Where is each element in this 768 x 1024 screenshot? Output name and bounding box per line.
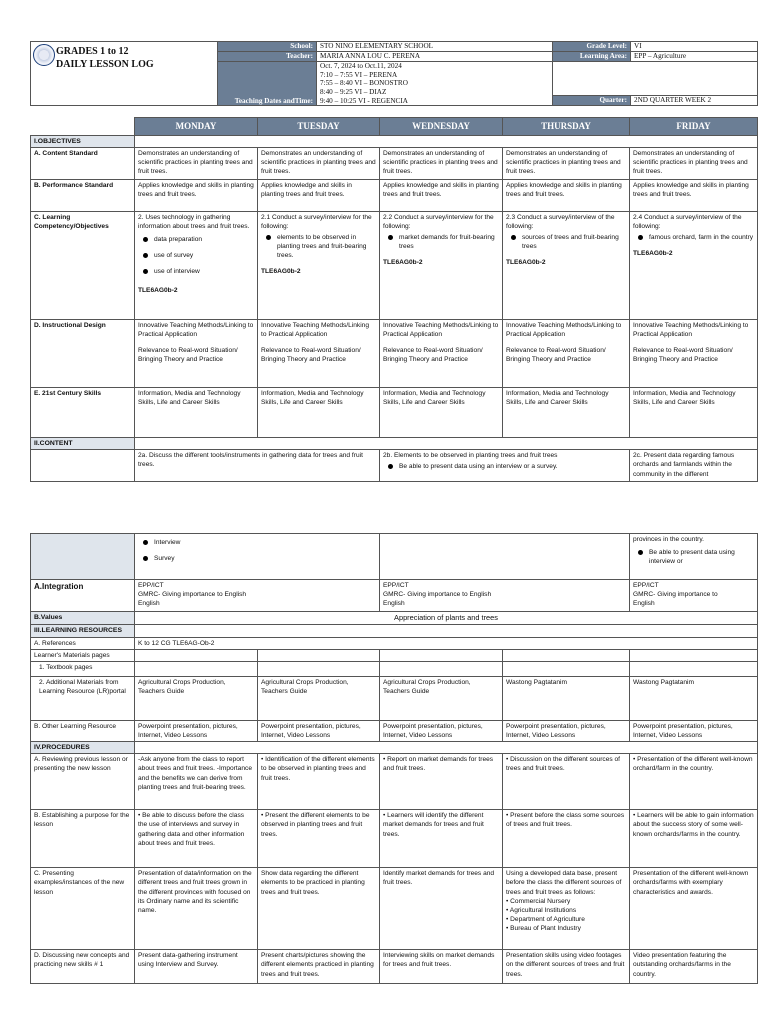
list-item: Be able to present data using interview or bbox=[633, 548, 754, 566]
section-label: II.CONTENT bbox=[31, 437, 135, 449]
competency-text: 2. Uses technology in gathering information about trees and fruit trees. bbox=[138, 213, 250, 231]
cell-fri bbox=[630, 319, 758, 387]
section-resources bbox=[31, 625, 758, 637]
section-procedures bbox=[31, 741, 758, 753]
cell-mon: Applies knowledge and skills in planting trees and fruit trees. bbox=[135, 179, 258, 211]
row-label: B. Other Learning Resource bbox=[31, 720, 135, 741]
school-value: STO NINO ELEMENTARY SCHOOL bbox=[317, 42, 553, 52]
day-monday: MONDAY bbox=[135, 118, 258, 135]
cell-tue: Applies knowledge and skills in planting trees and fruit trees. bbox=[258, 179, 380, 211]
cell-fri: Video presentation featuring the outstanding orchards/farms in the country. bbox=[630, 950, 758, 984]
cell-tue: • Present the different elements to be observed in planting trees and fruit trees. bbox=[258, 810, 380, 868]
cell-mon: Agricultural Crops Production, Teachers Guide bbox=[135, 676, 258, 720]
row-label: A. Reviewing previous lesson or presenting the new lesson bbox=[31, 754, 135, 810]
day-thursday: THURSDAY bbox=[503, 118, 630, 135]
cell-tue bbox=[258, 211, 380, 319]
cell-mon: Information, Media and Technology Skills, Life and Career Skills bbox=[135, 387, 258, 437]
cell-mon bbox=[135, 649, 258, 661]
design-text: Relevance to Real-word Situation/ Bringing Theory and Practice bbox=[383, 347, 483, 364]
row-label: A.Integration bbox=[31, 580, 135, 612]
row-label: E. 21st Century Skills bbox=[31, 387, 135, 437]
content-mon-tue: 2a. Discuss the different tools/instruments in gathering data for trees and fruit trees. bbox=[135, 450, 380, 482]
cell-tue bbox=[258, 649, 380, 661]
row-label: C. Learning Competency/Objectives bbox=[31, 211, 135, 319]
learners-materials-row bbox=[31, 649, 758, 661]
deped-seal-icon bbox=[33, 44, 55, 66]
cell-wed: Information, Media and Technology Skills, Life and Career Skills bbox=[380, 387, 503, 437]
cell-wed: Demonstrates an understanding of scientific practices in planting trees and fruit trees. bbox=[380, 147, 503, 179]
section-content bbox=[31, 437, 758, 449]
row-label: B. Performance Standard bbox=[31, 179, 135, 211]
design-text: Innovative Teaching Methods/Linking to Practical Application bbox=[138, 321, 254, 339]
row-label: Learner's Materials pages bbox=[31, 649, 135, 661]
integration-mon-tue: EPP/ICT GMRC- Giving importance to English English bbox=[135, 580, 380, 612]
procedure-c-row bbox=[31, 868, 758, 950]
cell-tue: Present charts/pictures showing the different elements practiced in planting trees and fruit trees. bbox=[258, 950, 380, 984]
century-skills-row bbox=[31, 387, 758, 437]
row-label-blank bbox=[31, 534, 135, 580]
section-objectives bbox=[31, 135, 758, 147]
bullet-list bbox=[261, 233, 376, 260]
list-item: sources of trees and fruit-bearing trees bbox=[506, 233, 626, 251]
cell-wed: Agricultural Crops Production, Teachers Guide bbox=[380, 676, 503, 720]
cell-fri: Wastong Pagtatanim bbox=[630, 676, 758, 720]
list-item: data preparation bbox=[138, 235, 254, 244]
bullet-list bbox=[138, 235, 254, 276]
cell-mon: Present data-gathering instrument using Interview and Survey. bbox=[135, 950, 258, 984]
area-label: Learning Area: bbox=[553, 52, 631, 62]
competency-code: TLE6AG0b-2 bbox=[633, 250, 673, 258]
row-label: D. Instructional Design bbox=[31, 319, 135, 387]
other-resources-row bbox=[31, 720, 758, 741]
cell-mon bbox=[135, 661, 258, 676]
cell-mon: Powerpoint presentation, pictures, Internet, Video Lessons bbox=[135, 720, 258, 741]
content-wed-thu bbox=[380, 450, 630, 482]
bullet-list bbox=[383, 233, 499, 251]
cell-wed bbox=[380, 649, 503, 661]
bullet-list bbox=[506, 233, 626, 251]
competency-code: TLE6AG0b-2 bbox=[261, 268, 301, 276]
cell-mon: -Ask anyone from the class to report about trees and fruit trees. -Importance and the benefits we can derive from planting trees and fruit-bearing trees. bbox=[135, 754, 258, 810]
cell-mon bbox=[135, 211, 258, 319]
procedure-d-row bbox=[31, 950, 758, 984]
cell-tue: Show data regarding the different elements to be practiced in planting trees and fruit trees. bbox=[258, 868, 380, 950]
cell-fri bbox=[630, 661, 758, 676]
header-table bbox=[30, 41, 758, 106]
competency-text: 2.1 Conduct a survey/interview for the following: bbox=[261, 213, 372, 231]
references-value: K to 12 CG TLE6AG-Ob-2 bbox=[135, 637, 758, 649]
cell-thu bbox=[503, 319, 630, 387]
dates-label: Teaching Dates andTime: bbox=[218, 62, 317, 106]
cell-tue: Information, Media and Technology Skills, Life and Career Skills bbox=[258, 387, 380, 437]
section-label: III.LEARNING RESOURCES bbox=[31, 625, 135, 637]
design-text: Relevance to Real-word Situation/ Bringing Theory and Practice bbox=[261, 347, 361, 364]
cell-fri bbox=[630, 211, 758, 319]
cell-fri: Applies knowledge and skills in planting trees and fruit trees. bbox=[630, 179, 758, 211]
row-label: A. References bbox=[31, 637, 135, 649]
cell-thu: Presentation skills using video footages on the different sources of trees and fruit trees. bbox=[503, 950, 630, 984]
day-wednesday: WEDNESDAY bbox=[380, 118, 503, 135]
cell-thu bbox=[503, 661, 630, 676]
content-standard-row bbox=[31, 147, 758, 179]
header-blank bbox=[553, 62, 758, 96]
header-title-cell bbox=[31, 42, 218, 106]
content-mon-tue-cont bbox=[135, 534, 380, 580]
content-continued-row bbox=[31, 534, 758, 580]
integration-fri: EPP/ICT GMRC- Giving importance to English bbox=[630, 580, 758, 612]
list-item: market demands for fruit-bearing trees bbox=[383, 233, 499, 251]
competency-text: 2.3 Conduct a survey/interview of the following: bbox=[506, 213, 615, 231]
row-label: A. Content Standard bbox=[31, 147, 135, 179]
cell-fri: Information, Media and Technology Skills, Life and Career Skills bbox=[630, 387, 758, 437]
section-blank bbox=[135, 741, 758, 753]
grade-value: VI bbox=[631, 42, 758, 52]
cell-mon: Presentation of data/information on the different trees and fruit trees grown in the different provinces with focused on its Ordinary name and its scientific name. bbox=[135, 868, 258, 950]
cell-tue: Powerpoint presentation, pictures, Internet, Video Lessons bbox=[258, 720, 380, 741]
design-text: Innovative Teaching Methods/Linking to Practical Application bbox=[633, 321, 749, 339]
quarter-label: Quarter: bbox=[553, 96, 631, 106]
quarter-value: 2ND QUARTER WEEK 2 bbox=[631, 96, 758, 106]
cell-wed bbox=[380, 211, 503, 319]
content-text: provinces in the country. bbox=[633, 536, 704, 543]
competency-code: TLE6AG0b-2 bbox=[138, 287, 178, 295]
grade-label: Grade Level: bbox=[553, 42, 631, 52]
performance-standard-row bbox=[31, 179, 758, 211]
cell-thu bbox=[503, 211, 630, 319]
competency-code: TLE6AG0b-2 bbox=[383, 259, 423, 267]
cell-wed: Applies knowledge and skills in planting trees and fruit trees. bbox=[380, 179, 503, 211]
school-label: School: bbox=[218, 42, 317, 52]
row-label: D. Discussing new concepts and practicing new skills # 1 bbox=[31, 950, 135, 984]
list-item: Survey bbox=[138, 554, 376, 563]
cell-fri: • Presentation of the different well-known orchard/farm in the country. bbox=[630, 754, 758, 810]
integration-wed-thu: EPP/ICT GMRC- Giving importance to English English bbox=[380, 580, 630, 612]
cell-thu: Applies knowledge and skills in planting trees and fruit trees. bbox=[503, 179, 630, 211]
competency-text: 2.2 Conduct a survey/interview for the following: bbox=[383, 213, 494, 231]
cell-wed: • Report on market demands for trees and fruit trees. bbox=[380, 754, 503, 810]
design-text: Innovative Teaching Methods/Linking to Practical Application bbox=[506, 321, 622, 339]
day-tuesday: TUESDAY bbox=[258, 118, 380, 135]
competency-row bbox=[31, 211, 758, 319]
cell-fri: Presentation of the different well-known orchards/farms with exemplary characteristics and awards. bbox=[630, 868, 758, 950]
list-item: Be able to present data using an interview or a survey. bbox=[383, 462, 626, 471]
cell-tue: Demonstrates an understanding of scientific practices in planting trees and fruit trees. bbox=[258, 147, 380, 179]
teacher-label: Teacher: bbox=[218, 52, 317, 62]
values-row bbox=[31, 612, 758, 625]
teacher-value: MARIA ANNA LOU C. PERENA bbox=[317, 52, 553, 62]
bullet-list bbox=[383, 462, 626, 471]
cell-fri: Demonstrates an understanding of scientific practices in planting trees and fruit trees. bbox=[630, 147, 758, 179]
list-item: elements to be observed in planting trees and fruit-bearing trees. bbox=[261, 233, 376, 260]
content-fri-cont bbox=[630, 534, 758, 580]
row-label: 2. Additional Materials from Learning Resource (LR)portal bbox=[31, 676, 135, 720]
cell-thu bbox=[503, 649, 630, 661]
cell-wed bbox=[380, 319, 503, 387]
content-text: 2b. Elements to be observed in planting trees and fruit trees bbox=[383, 452, 558, 460]
row-label: B. Establishing a purpose for the lesson bbox=[31, 810, 135, 868]
design-text: Relevance to Real-word Situation/ Bringing Theory and Practice bbox=[138, 347, 238, 364]
integration-row bbox=[31, 580, 758, 612]
cell-fri bbox=[630, 649, 758, 661]
instructional-design-row bbox=[31, 319, 758, 387]
cell-thu: Using a developed data base, present before the class the different sources of trees and fruit trees as follows: • Commercial Nursery • Agricultural Institutions • Department of Agriculture • Bureau of Plant Industry bbox=[503, 868, 630, 950]
section-label: IV.PROCEDURES bbox=[31, 741, 135, 753]
cell-thu: • Present before the class some sources of trees and fruit trees. bbox=[503, 810, 630, 868]
title-line-2: DAILY LESSON LOG bbox=[56, 58, 154, 70]
page-title bbox=[56, 46, 154, 71]
row-label: C. Presenting examples/instances of the new lesson bbox=[31, 868, 135, 950]
cell-thu: Wastong Pagtatanim bbox=[503, 676, 630, 720]
cell-tue bbox=[258, 319, 380, 387]
cell-wed: • Learners will identify the different market demands for trees and fruit trees. bbox=[380, 810, 503, 868]
dates-value: Oct. 7, 2024 to Oct.11, 2024 7:10 – 7:55 VI – PERENA 7:55 – 8:40 VI – BONOSTRO 8:40 – 9:25 VI – DIAZ 9:40 – 10:25 VI - REGENCIA bbox=[317, 62, 553, 106]
day-header-row bbox=[31, 118, 758, 135]
content-fri: 2c. Present data regarding famous orchards and farmlands within the community in the different bbox=[630, 450, 758, 482]
procedure-a-row bbox=[31, 754, 758, 810]
cell-fri: Powerpoint presentation, pictures, Internet, Video Lessons bbox=[630, 720, 758, 741]
cell-thu: Powerpoint presentation, pictures, Internet, Video Lessons bbox=[503, 720, 630, 741]
procedures-table bbox=[30, 533, 758, 984]
cell-fri: • Learners will be able to gain information about the success story of some well-known orchards/farms in the country. bbox=[630, 810, 758, 868]
cell-tue bbox=[258, 661, 380, 676]
values-text: Appreciation of plants and trees bbox=[135, 612, 758, 625]
content-row bbox=[31, 450, 758, 482]
section-blank bbox=[135, 135, 758, 147]
bullet-list bbox=[138, 538, 376, 563]
textbook-row bbox=[31, 661, 758, 676]
cell-mon: Demonstrates an understanding of scientific practices in planting trees and fruit trees. bbox=[135, 147, 258, 179]
lesson-log-page-2 bbox=[30, 533, 757, 984]
references-row bbox=[31, 637, 758, 649]
cell-thu: • Discussion on the different sources of trees and fruit trees. bbox=[503, 754, 630, 810]
cell-wed bbox=[380, 661, 503, 676]
cell-wed: Interviewing skills on market demands for trees and fruit trees. bbox=[380, 950, 503, 984]
title-line-1: GRADES 1 to 12 bbox=[56, 46, 129, 57]
section-blank bbox=[135, 437, 758, 449]
cell-thu: Information, Media and Technology Skills, Life and Career Skills bbox=[503, 387, 630, 437]
row-label: 1. Textbook pages bbox=[31, 661, 135, 676]
cell-mon bbox=[135, 319, 258, 387]
additional-materials-row bbox=[31, 676, 758, 720]
section-blank bbox=[135, 625, 758, 637]
competency-text: 2.4 Conduct a survey/interview of the following: bbox=[633, 213, 742, 231]
design-text: Innovative Teaching Methods/Linking to Practical Application bbox=[383, 321, 499, 339]
procedure-b-row bbox=[31, 810, 758, 868]
row-label: B.Values bbox=[31, 612, 135, 625]
section-label: I.OBJECTIVES bbox=[31, 135, 135, 147]
area-value: EPP – Agriculture bbox=[631, 52, 758, 62]
bullet-list bbox=[633, 548, 754, 566]
cell-wed: Identify market demands for trees and fruit trees. bbox=[380, 868, 503, 950]
day-friday: FRIDAY bbox=[630, 118, 758, 135]
lesson-log-page-1 bbox=[30, 41, 757, 482]
cell-tue: Agricultural Crops Production, Teachers Guide bbox=[258, 676, 380, 720]
design-text: Innovative Teaching Methods/Linking to Practical Application bbox=[261, 321, 370, 339]
cell-wed: Powerpoint presentation, pictures, Internet, Video Lessons bbox=[380, 720, 503, 741]
content-wed-thu-cont bbox=[380, 534, 630, 580]
list-item: Interview bbox=[138, 538, 376, 547]
list-item: famous orchard, farm in the country bbox=[633, 233, 754, 242]
competency-code: TLE6AG0b-2 bbox=[506, 259, 546, 267]
cell-mon: • Be able to discuss before the class the use of interviews and survey in gathering data and other information about trees and fruit trees. bbox=[135, 810, 258, 868]
list-item: use of survey bbox=[138, 251, 254, 260]
bullet-list bbox=[633, 233, 754, 242]
design-text: Relevance to Real-word Situation/ Bringing Theory and Practice bbox=[633, 347, 733, 364]
row-label-blank bbox=[31, 450, 135, 482]
cell-tue: • Identification of the different elements to be observed in planting trees and fruit trees. bbox=[258, 754, 380, 810]
objectives-table bbox=[30, 117, 758, 482]
list-item: use of interview bbox=[138, 267, 254, 276]
design-text: Relevance to Real-word Situation/ Bringing Theory and Practice bbox=[506, 347, 606, 364]
corner-cell bbox=[31, 118, 135, 135]
cell-thu: Demonstrates an understanding of scientific practices in planting trees and fruit trees. bbox=[503, 147, 630, 179]
